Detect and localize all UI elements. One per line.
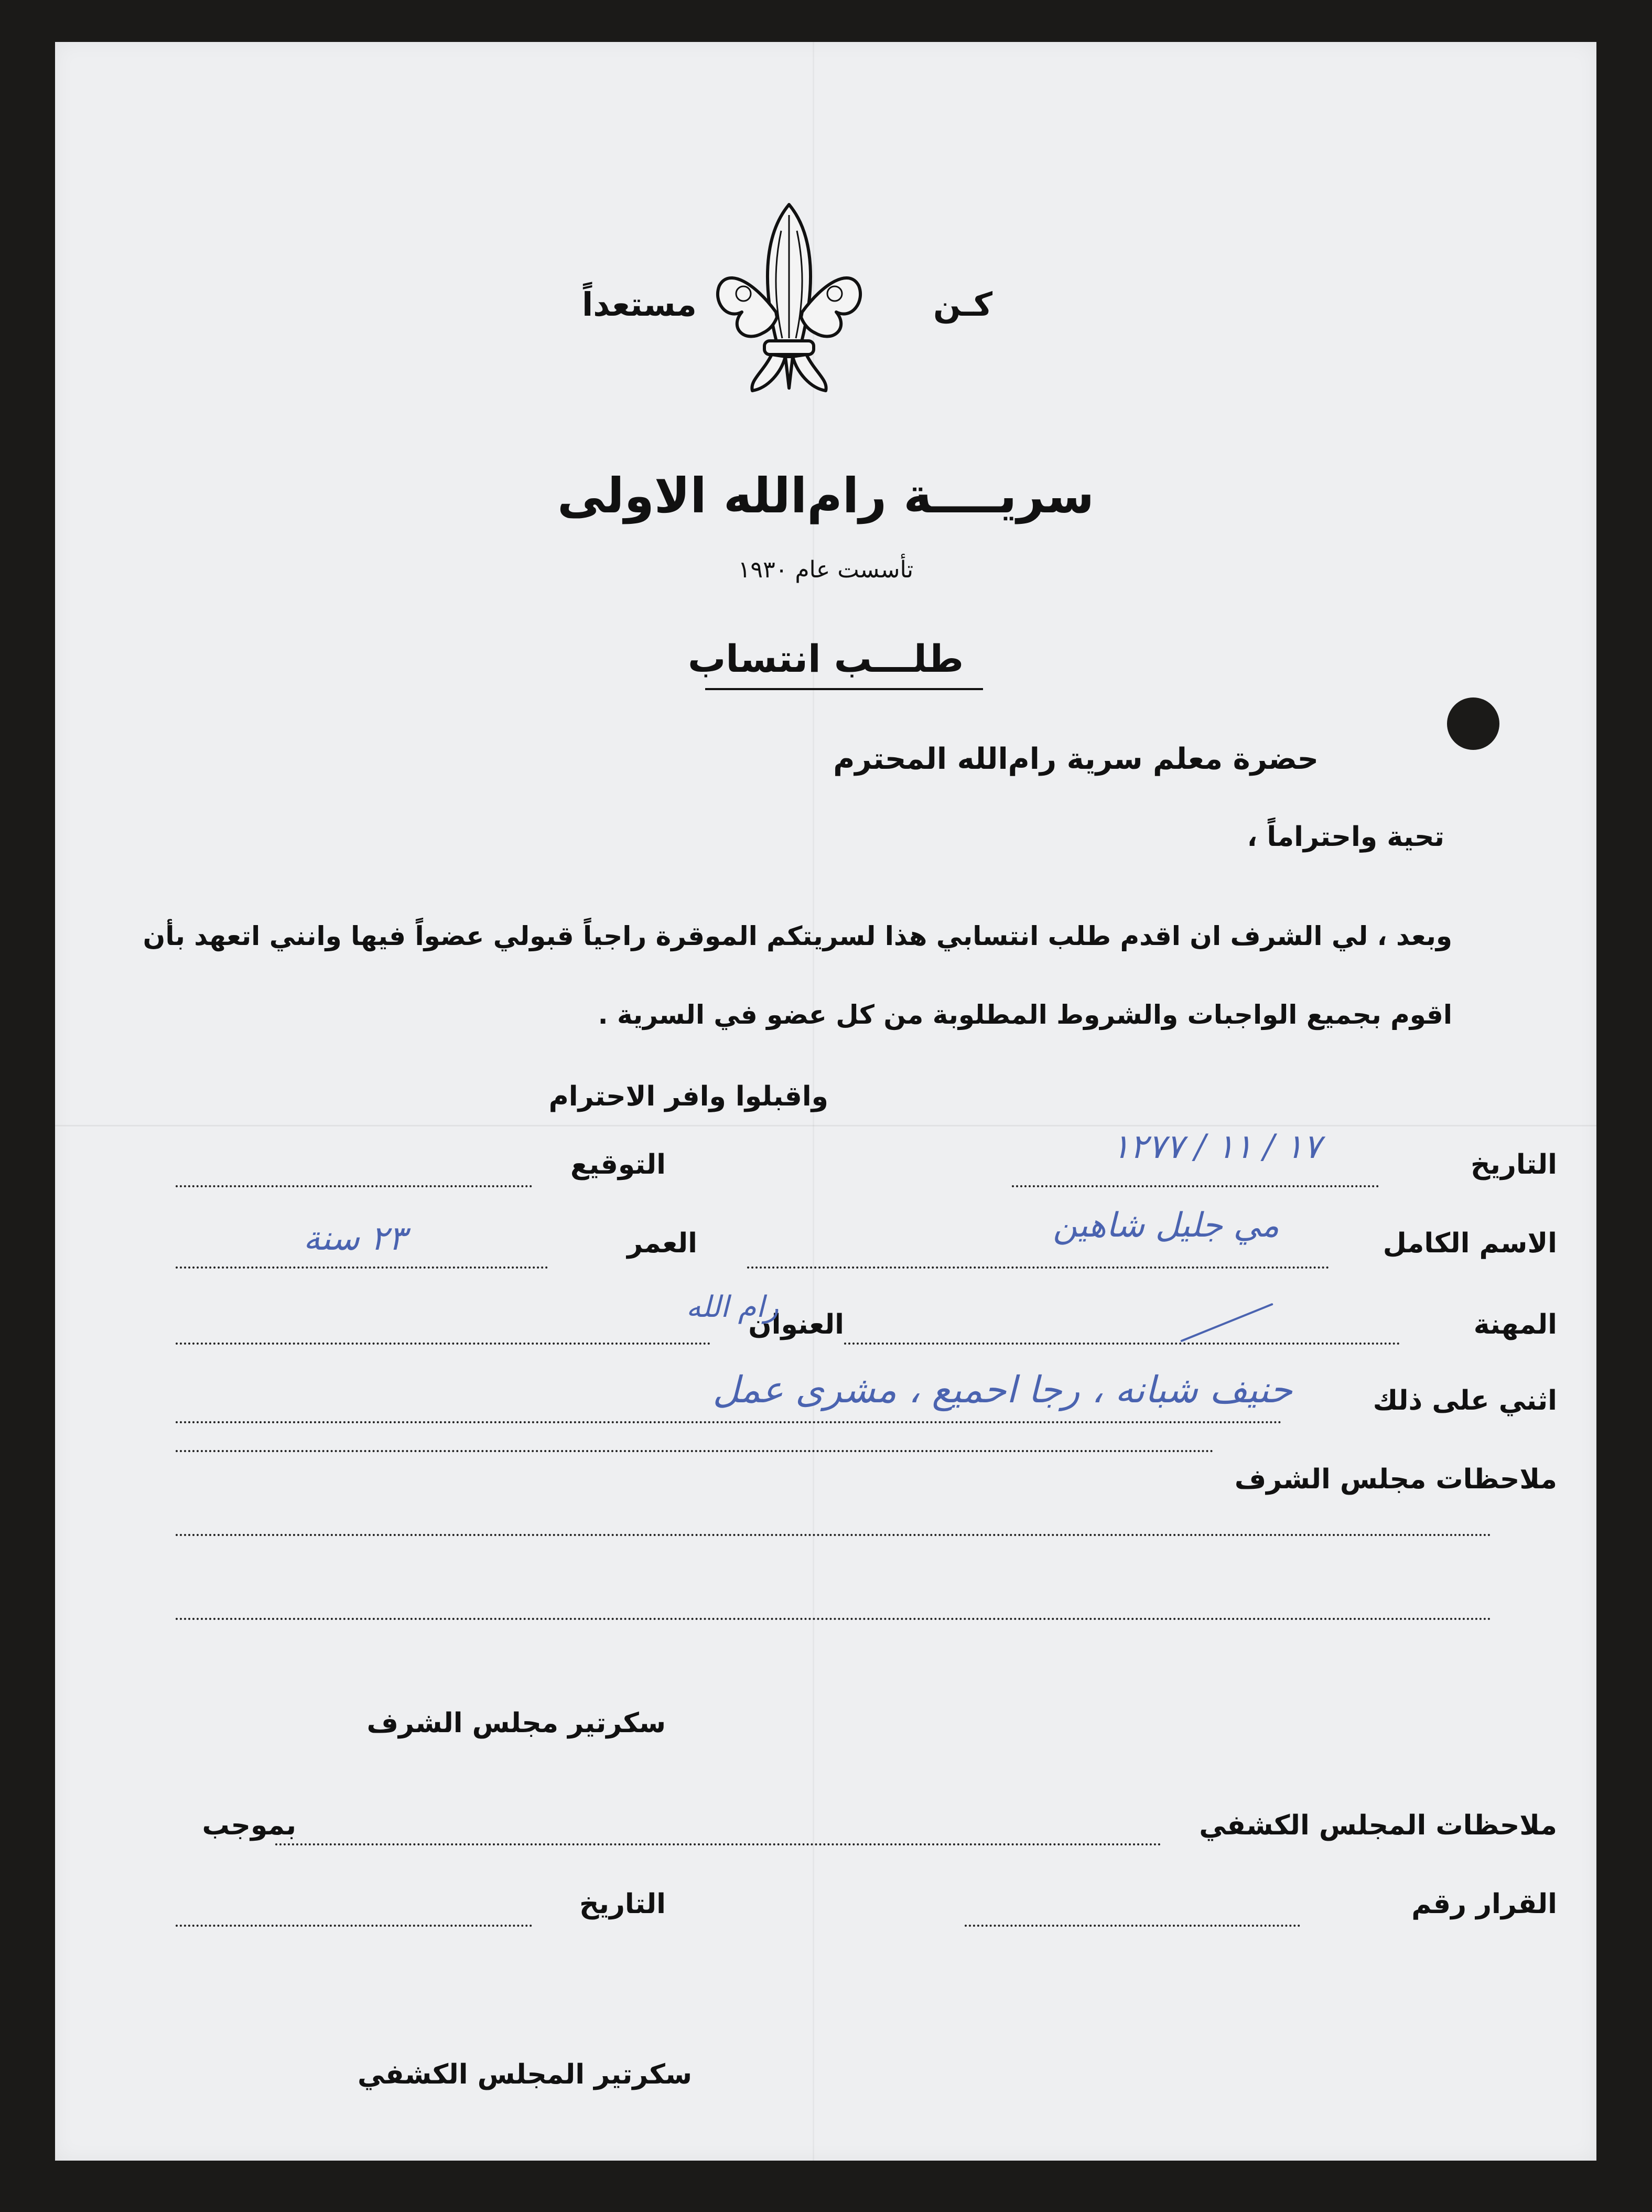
paper-fold <box>55 1125 1596 1126</box>
profession-dash-mark <box>1180 1303 1273 1343</box>
full-name-field[interactable] <box>747 1266 1329 1269</box>
honor-notes-line-2[interactable] <box>176 1534 1492 1536</box>
body-line-2: اقوم بجميع الواجبات والشروط المطلوبة من كل عضو في السرية . <box>598 1000 1452 1030</box>
signature-field[interactable] <box>176 1185 532 1187</box>
profession-field[interactable] <box>844 1343 1400 1345</box>
vouch-field[interactable] <box>176 1421 1282 1423</box>
fleur-de-lis-icon <box>713 199 865 399</box>
honor-notes-line-1[interactable] <box>176 1450 1214 1452</box>
vouch-handwritten: حنيف شبانه ، رجا احميع ، مشرى عمل <box>712 1368 1292 1411</box>
honor-council-notes-label: ملاحظات مجلس الشرف <box>1234 1464 1557 1495</box>
vouch-label: اثني على ذلك <box>1373 1385 1557 1416</box>
date-field[interactable] <box>1012 1185 1379 1187</box>
honor-notes-line-3[interactable] <box>176 1618 1492 1620</box>
date-label: التاريخ <box>1470 1149 1557 1180</box>
date-handwritten: ١٧ / ١١ / ١٢٧٧ <box>1111 1128 1321 1166</box>
decision-number-label: القرار رقم <box>1411 1888 1557 1920</box>
application-title: طلـــب انتساب <box>687 637 964 681</box>
body-line-1: وبعد ، لي الشرف ان اقدم طلب انتسابي هذا لسريتكم الموقرة راجياً قبولي عضواً فيها وانني اتعهد بأن <box>143 921 1452 951</box>
scout-notes-field[interactable] <box>275 1843 1161 1845</box>
age-label: العمر <box>627 1228 697 1259</box>
punch-hole <box>1447 697 1499 750</box>
closing-line: واقبلوا وافر الاحترام <box>548 1081 828 1112</box>
decision-number-field[interactable] <box>965 1925 1300 1927</box>
scout-council-notes-label: ملاحظات المجلس الكشفي <box>1199 1810 1557 1841</box>
address-handwritten: رام الله <box>686 1290 779 1324</box>
motto-right: كـن <box>933 285 993 324</box>
profession-label: المهنة <box>1473 1309 1557 1340</box>
age-field[interactable] <box>176 1266 548 1269</box>
greeting-line: تحية واحتراماً ، <box>1247 821 1444 853</box>
address-label: العنوان <box>748 1309 844 1340</box>
full-name-label: الاسم الكامل <box>1383 1228 1557 1259</box>
address-field[interactable] <box>176 1343 710 1345</box>
decision-date-label: التاريخ <box>579 1888 666 1920</box>
scout-council-secretary: سكرتير المجلس الكشفي <box>358 2059 692 2090</box>
pursuant-label: بموجب <box>202 1810 296 1841</box>
addressee-line: حضرة معلم سرية رام‌الله المحترم <box>833 742 1319 776</box>
application-paper <box>55 42 1596 2161</box>
age-handwritten: ٢٣ سنة <box>303 1219 406 1258</box>
signature-label: التوقيع <box>570 1149 666 1180</box>
founded-year: تأسست عام ١٩٣٠ <box>738 556 914 583</box>
motto-left: مستعداً <box>582 285 697 324</box>
title-underline <box>705 688 983 690</box>
troop-title: سريــــة رام‌الله الاولى <box>557 468 1095 524</box>
decision-date-field[interactable] <box>176 1925 532 1927</box>
honor-council-secretary: سكرتير مجلس الشرف <box>366 1708 666 1739</box>
full-name-handwritten: مي جليل شاهين <box>1053 1206 1279 1245</box>
